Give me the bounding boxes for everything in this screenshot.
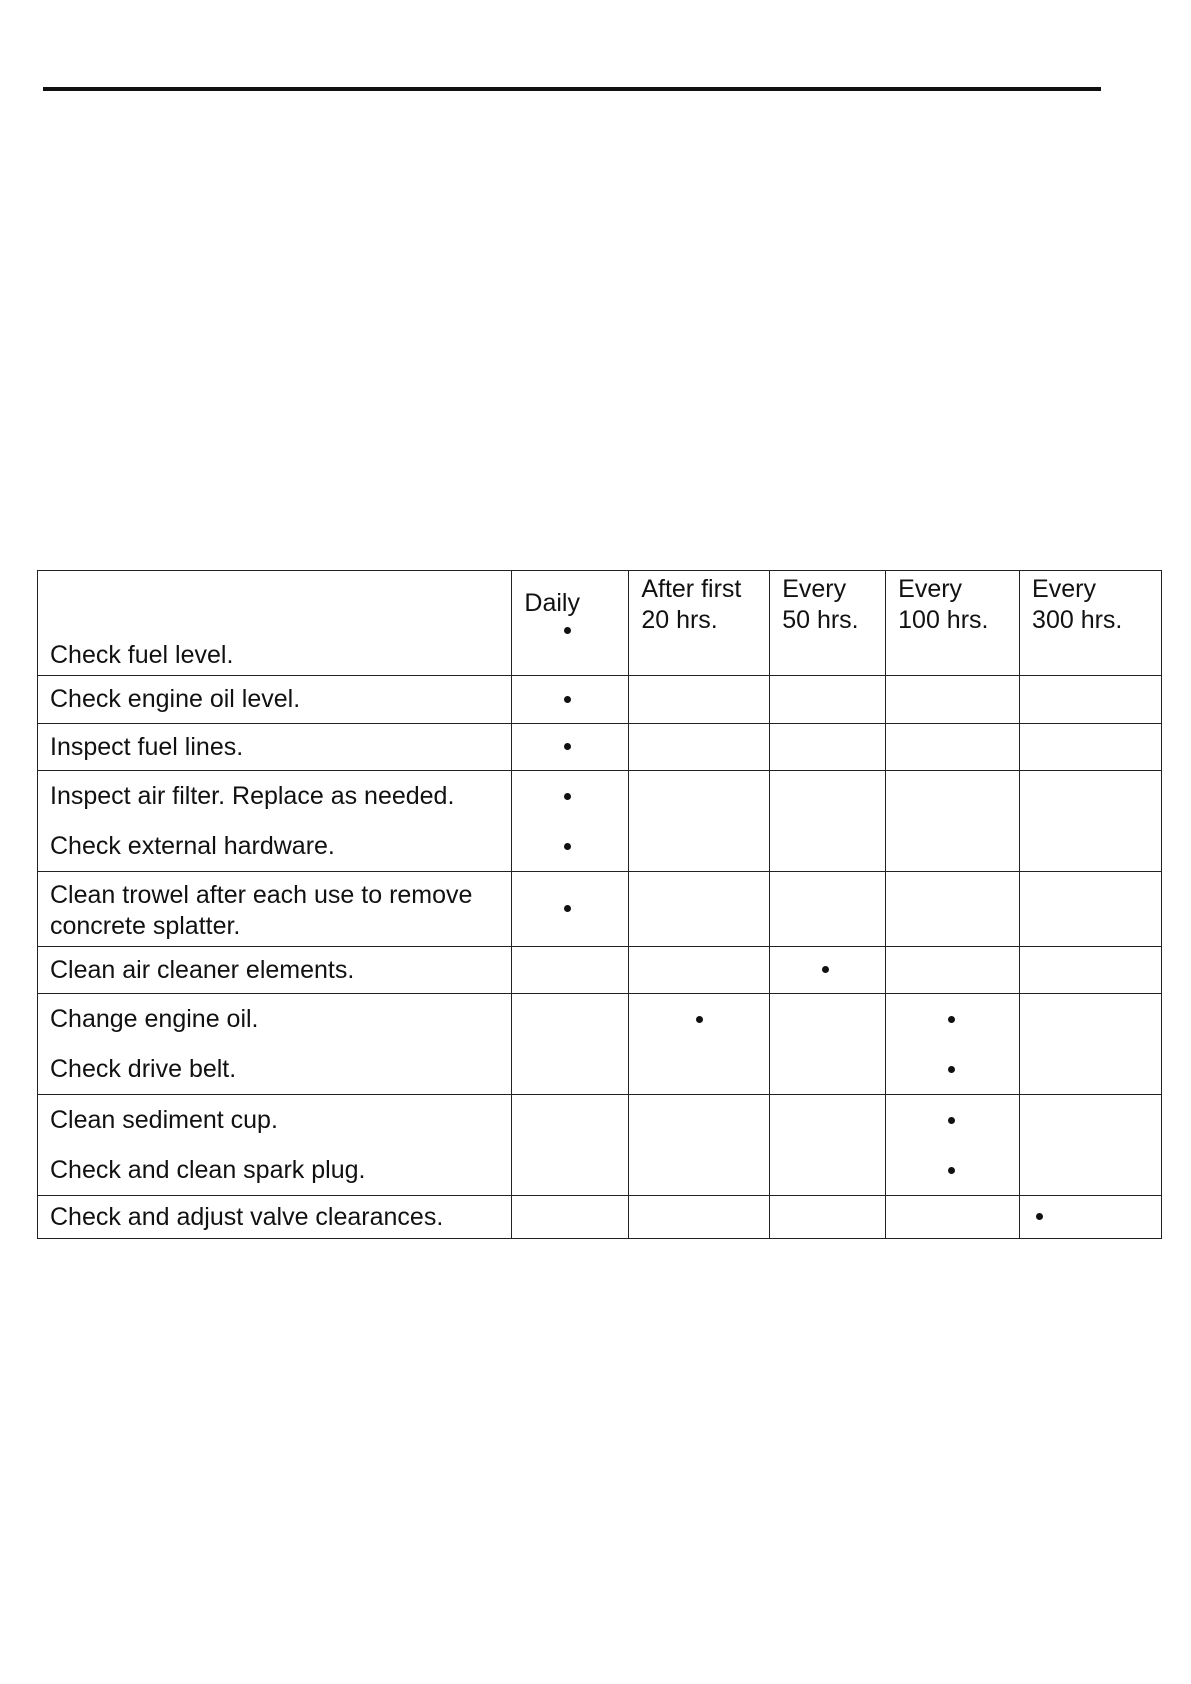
- schedule-cell: [512, 676, 629, 724]
- schedule-mark: [948, 1066, 955, 1073]
- task-label: Check engine oil level.: [50, 685, 301, 713]
- top-rule: [43, 87, 1101, 91]
- task-cell: [38, 724, 512, 771]
- task-label: Clean trowel after each use to remove concrete splatter.: [50, 881, 473, 940]
- schedule-cell: [886, 676, 1020, 724]
- task-label: Check and clean spark plug.: [50, 1156, 366, 1184]
- schedule-mark: [948, 1117, 955, 1124]
- schedule-cell: [770, 724, 886, 771]
- schedule-cell: [512, 947, 629, 994]
- maintenance-schedule-table: [37, 570, 1162, 1239]
- schedule-cell: [1020, 872, 1162, 947]
- task-label: Check fuel level.: [50, 641, 234, 669]
- task-cell: [38, 872, 512, 947]
- schedule-cell: [886, 994, 1020, 1095]
- schedule-mark: [948, 1167, 955, 1174]
- schedule-cell: [1020, 676, 1162, 724]
- table-row: [38, 724, 1162, 771]
- schedule-mark: [822, 966, 829, 973]
- task-label: Inspect air filter. Replace as needed.: [50, 782, 455, 810]
- schedule-cell: [629, 771, 770, 872]
- interval-header: [1020, 571, 1161, 636]
- task-label: Inspect fuel lines.: [50, 733, 244, 761]
- task-label: Clean air cleaner elements.: [50, 956, 355, 984]
- table-row: [38, 1196, 1162, 1239]
- schedule-cell: [886, 1196, 1020, 1239]
- interval-header-line: 20 hrs.: [641, 606, 718, 634]
- schedule-cell: [629, 676, 770, 724]
- table-row: [38, 676, 1162, 724]
- schedule-cell: [512, 994, 629, 1095]
- interval-header-line: 100 hrs.: [898, 606, 989, 634]
- table-row: [38, 872, 1162, 947]
- table-row: [38, 994, 1162, 1095]
- task-cell: [38, 994, 512, 1095]
- schedule-cell: [886, 872, 1020, 947]
- interval-header: [629, 571, 769, 636]
- schedule-mark: [564, 905, 571, 912]
- schedule-cell: [770, 1095, 886, 1196]
- schedule-cell: [1020, 724, 1162, 771]
- interval-header-line: 300 hrs.: [1032, 606, 1123, 634]
- schedule-cell: [629, 872, 770, 947]
- table-row: [38, 947, 1162, 994]
- task-cell: [38, 771, 512, 872]
- interval-header: [886, 571, 1019, 636]
- schedule-cell: [1020, 1095, 1162, 1196]
- table-row: [38, 571, 1162, 676]
- task-cell: [38, 947, 512, 994]
- interval-header-line: Every: [1032, 575, 1096, 603]
- schedule-cell: [1020, 947, 1162, 994]
- task-label: Change engine oil.: [50, 1005, 259, 1033]
- schedule-mark: [564, 627, 571, 634]
- schedule-cell: [886, 1095, 1020, 1196]
- schedule-cell: [1020, 1196, 1162, 1239]
- interval-header: [512, 571, 628, 619]
- task-cell: [38, 676, 512, 724]
- schedule-cell: [770, 1196, 886, 1239]
- schedule-cell: [629, 947, 770, 994]
- table-row: [38, 1095, 1162, 1196]
- schedule-mark: [1036, 1213, 1043, 1220]
- schedule-mark: [564, 843, 571, 850]
- task-label: Check external hardware.: [50, 832, 335, 860]
- schedule-cell: [770, 947, 886, 994]
- schedule-cell: [512, 771, 629, 872]
- schedule-cell: [886, 771, 1020, 872]
- schedule-cell: [770, 571, 886, 676]
- schedule-mark: [948, 1016, 955, 1023]
- schedule-cell: [512, 724, 629, 771]
- interval-header-line: After first: [641, 575, 742, 603]
- schedule-cell: [629, 1095, 770, 1196]
- schedule-cell: [512, 571, 629, 676]
- interval-header-line: Every: [898, 575, 963, 603]
- schedule-cell: [629, 1196, 770, 1239]
- schedule-cell: [1020, 994, 1162, 1095]
- table-row: [38, 771, 1162, 872]
- schedule-cell: [770, 676, 886, 724]
- schedule-cell: [1020, 771, 1162, 872]
- schedule-mark: [564, 793, 571, 800]
- schedule-cell: [629, 724, 770, 771]
- interval-header: [770, 571, 885, 636]
- schedule-cell: [512, 872, 629, 947]
- task-label: Check and adjust valve clearances.: [50, 1203, 444, 1231]
- schedule-cell: [770, 771, 886, 872]
- schedule-cell: [886, 724, 1020, 771]
- schedule-mark: [696, 1016, 703, 1023]
- task-cell: [38, 1196, 512, 1239]
- task-cell: [38, 1095, 512, 1196]
- task-label: Clean sediment cup.: [50, 1106, 278, 1134]
- schedule-cell: [629, 571, 770, 676]
- schedule-cell: [770, 994, 886, 1095]
- schedule-cell: [886, 571, 1020, 676]
- schedule-cell: [1020, 571, 1162, 676]
- interval-header-line: Daily: [524, 589, 580, 617]
- schedule-mark: [564, 743, 571, 750]
- schedule-cell: [629, 994, 770, 1095]
- schedule-cell: [512, 1196, 629, 1239]
- task-cell: [38, 571, 512, 676]
- schedule-cell: [886, 947, 1020, 994]
- schedule-cell: [512, 1095, 629, 1196]
- schedule-cell: [770, 872, 886, 947]
- schedule-mark: [564, 696, 571, 703]
- interval-header-line: 50 hrs.: [782, 606, 859, 634]
- interval-header-line: Every: [782, 575, 847, 603]
- task-label: Check drive belt.: [50, 1055, 237, 1083]
